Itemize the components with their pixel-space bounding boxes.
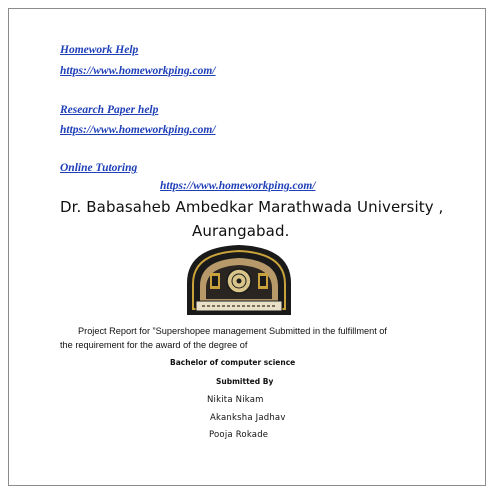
- report-description-line-2: the requirement for the award of the degree of: [60, 340, 248, 350]
- homework-help-link[interactable]: Homework Help: [60, 44, 139, 56]
- university-emblem: [184, 243, 294, 317]
- university-city: Aurangabad.: [192, 222, 290, 240]
- student-name: Nikita Nikam: [207, 395, 264, 405]
- online-tutoring-url-link[interactable]: https://www.homeworkping.com/: [160, 180, 316, 192]
- degree-name: Bachelor of computer science: [170, 358, 296, 367]
- university-emblem-icon: [184, 243, 294, 317]
- homework-help-url-link[interactable]: https://www.homeworkping.com/: [60, 65, 216, 77]
- online-tutoring-link[interactable]: Online Tutoring: [60, 162, 138, 174]
- submitted-by-heading: Submitted By: [216, 377, 274, 386]
- research-paper-url-link[interactable]: https://www.homeworkping.com/: [60, 124, 216, 136]
- student-name: Pooja Rokade: [209, 430, 269, 440]
- university-name: Dr. Babasaheb Ambedkar Marathwada University ,: [60, 198, 444, 216]
- report-description-line-1: Project Report for ”Supershopee management Submitted in the fulfillment of: [78, 326, 387, 336]
- student-name: Akanksha Jadhav: [210, 413, 286, 423]
- research-paper-help-link[interactable]: Research Paper help: [60, 104, 159, 116]
